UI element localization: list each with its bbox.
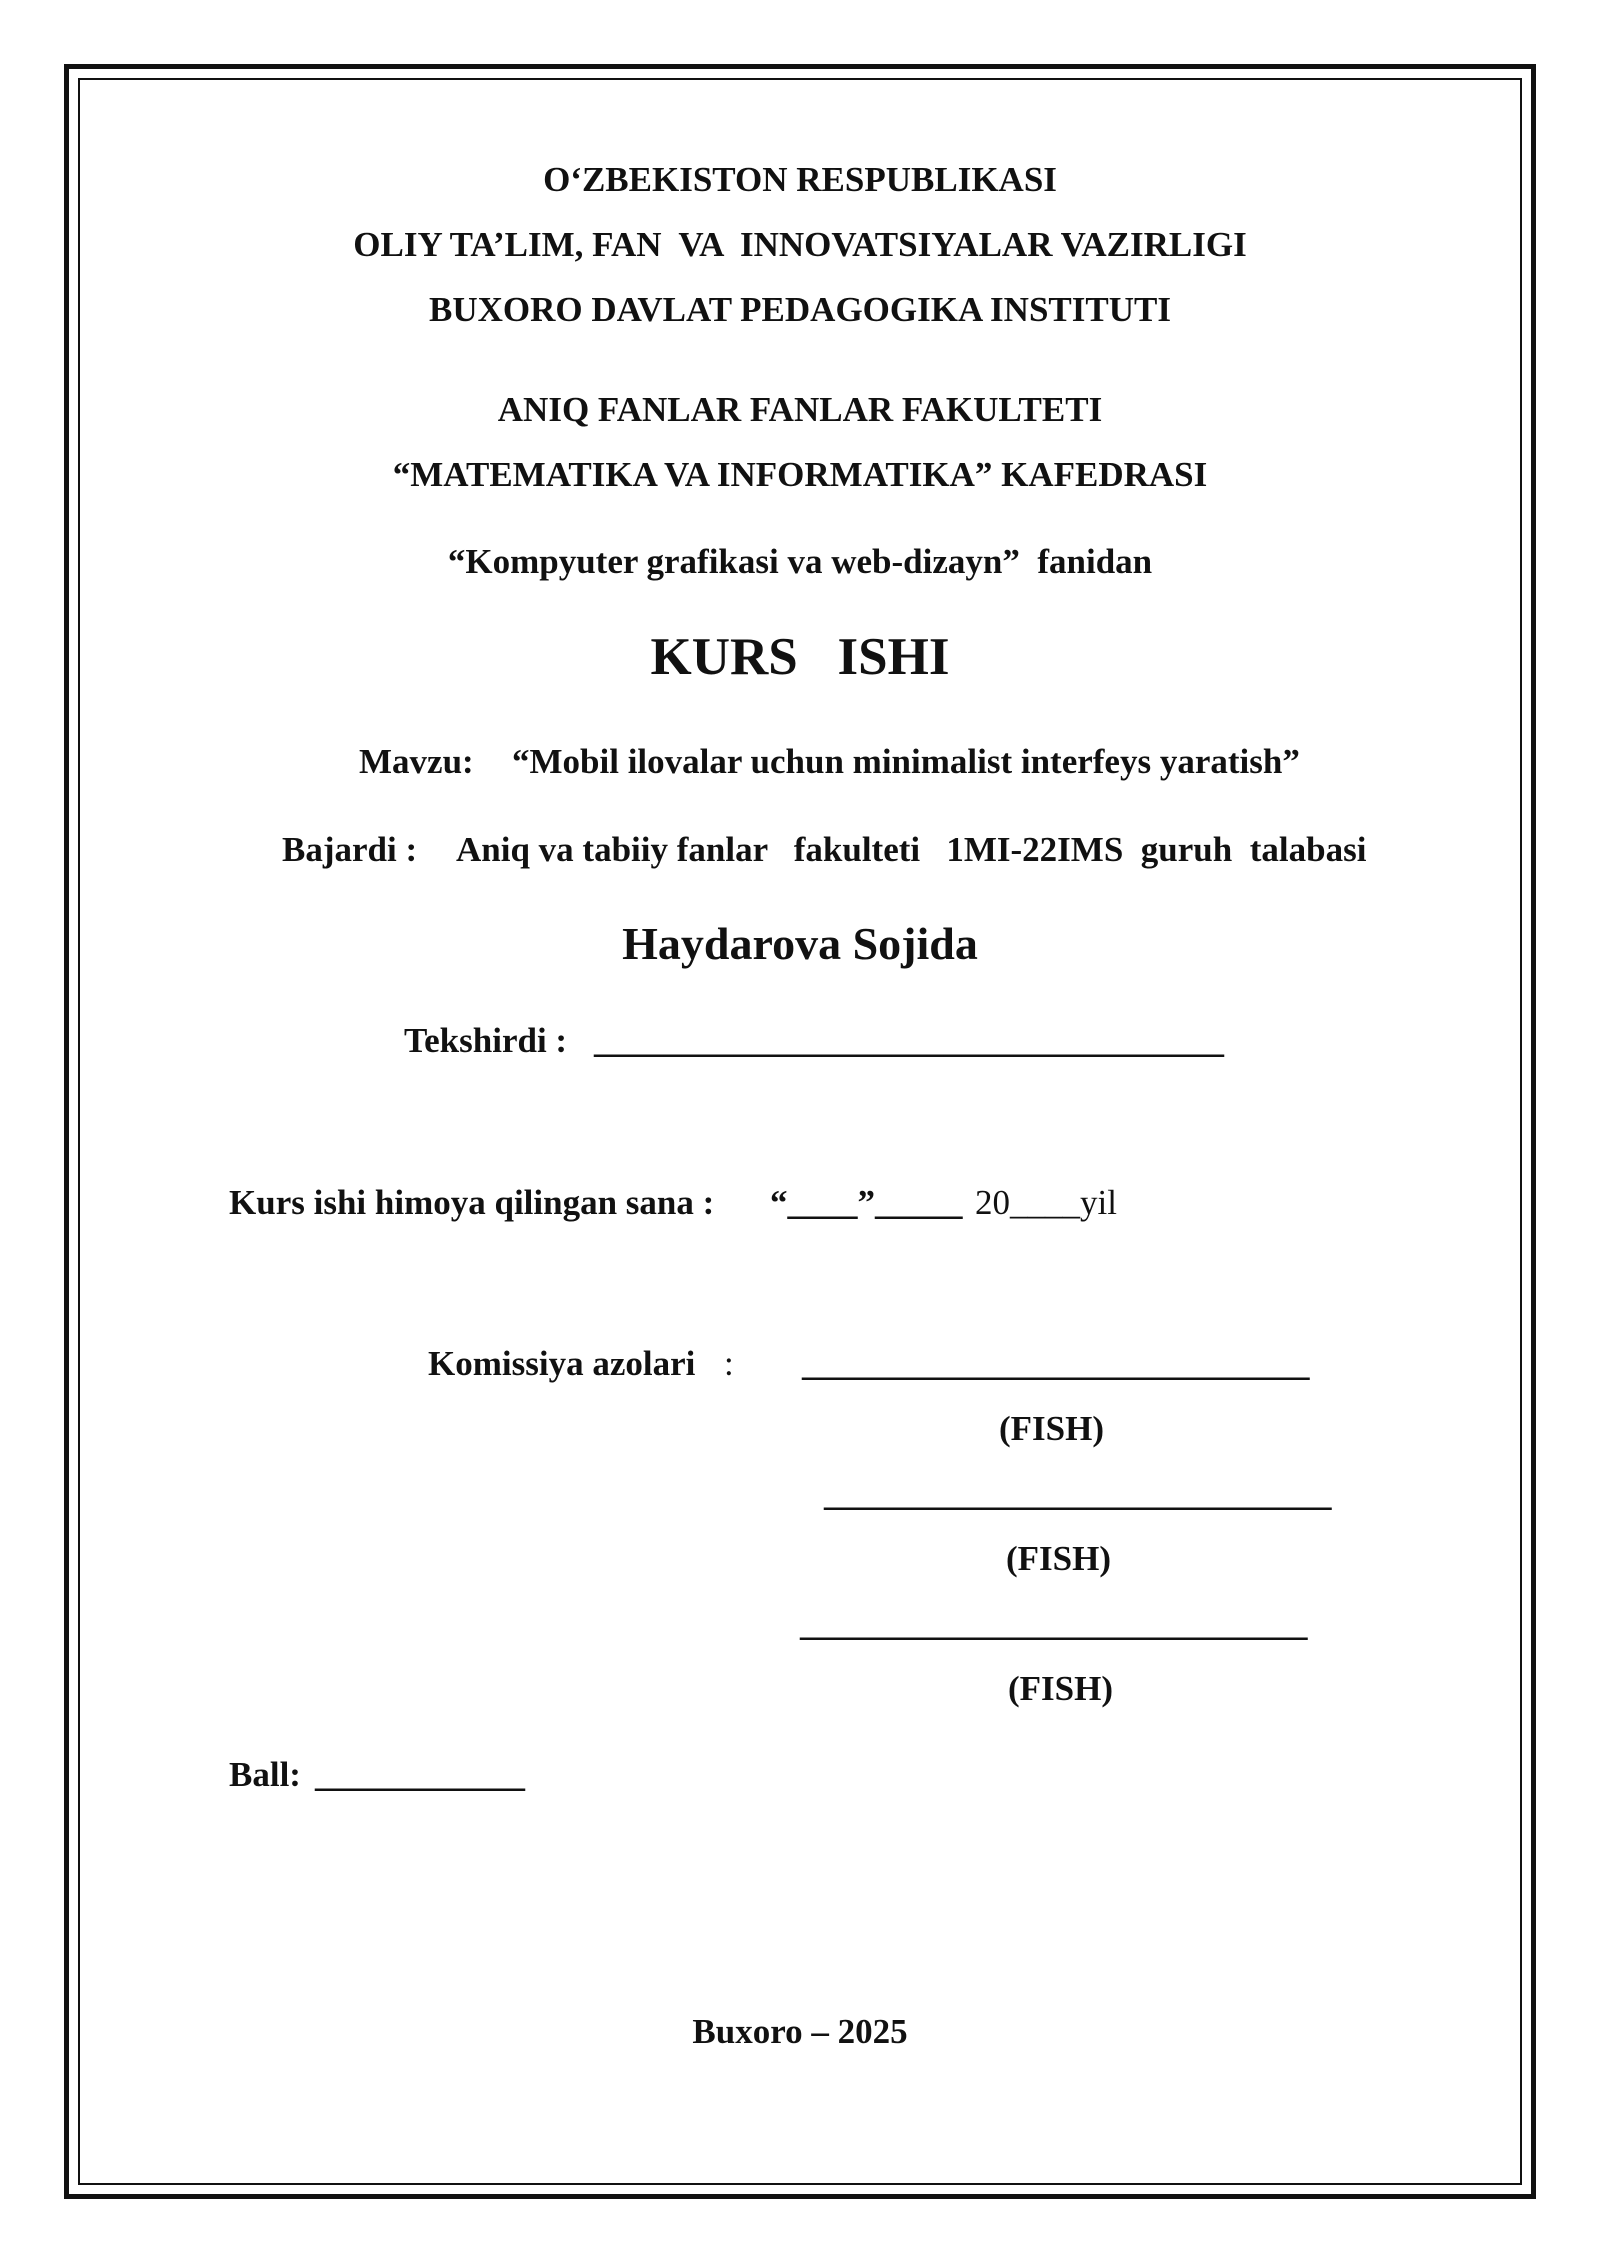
topic-value: “Mobil ilovalar uchun minimalist interfeys yaratish”	[512, 742, 1300, 781]
commission-signature-line-2: _____________________________	[824, 1474, 1332, 1513]
commission-signature-line-1: _____________________________	[802, 1344, 1310, 1383]
checker-signature-line: ____________________________________	[594, 1021, 1224, 1060]
student-name: Haydarova Sojida	[622, 918, 978, 969]
header-institute: BUXORO DAVLAT PEDAGOGIKA INSTITUTI	[429, 290, 1171, 329]
checker-label: Tekshirdi :	[404, 1021, 568, 1060]
topic-label: Mavzu:	[359, 742, 474, 781]
commission-colon: :	[724, 1344, 734, 1383]
commission-member-2: (FISH)	[1006, 1539, 1111, 1578]
defense-date-day-month: “____”_____	[770, 1183, 963, 1222]
document-title: KURS ISHI	[650, 628, 950, 686]
performer-value: Aniq va tabiiy fanlar fakulteti 1MI-22IMS guruh talabasi	[456, 830, 1367, 869]
subject-line: “Kompyuter grafikasi va web-dizayn” fanidan	[447, 542, 1153, 581]
header-faculty: ANIQ FANLAR FANLAR FAKULTETI	[497, 390, 1103, 429]
commission-signature-line-3: _____________________________	[800, 1604, 1308, 1643]
performer-label: Bajardi :	[282, 830, 418, 869]
commission-member-1: (FISH)	[999, 1409, 1104, 1448]
defense-date-year: 20____yil	[975, 1183, 1117, 1222]
header-department: “MATEMATIKA VA INFORMATIKA” KAFEDRASI	[392, 455, 1208, 494]
defense-date-label: Kurs ishi himoya qilingan sana :	[229, 1183, 715, 1222]
score-label: Ball:	[229, 1755, 301, 1794]
footer-place-year: Buxoro – 2025	[692, 2012, 908, 2051]
header-country: O‘ZBEKISTON RESPUBLIKASI	[543, 160, 1057, 199]
header-ministry: OLIY TA’LIM, FAN VA INNOVATSIYALAR VAZIRLIGI	[353, 225, 1247, 264]
commission-member-3: (FISH)	[1008, 1669, 1113, 1708]
score-blank: ____________	[315, 1755, 525, 1794]
commission-label: Komissiya azolari	[428, 1344, 696, 1383]
